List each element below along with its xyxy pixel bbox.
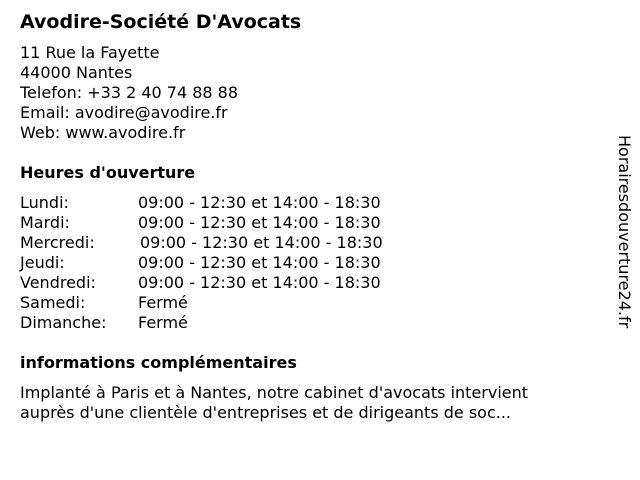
hours-row-monday: [20, 193, 383, 213]
hours-row-wednesday: [20, 233, 383, 253]
hours-row-tuesday: [20, 213, 383, 233]
time-value: 09:00 - 12:30 et 14:00 - 18:30: [138, 193, 381, 212]
time-value: 09:00 - 12:30 et 14:00 - 18:30: [140, 233, 383, 252]
day-label: Jeudi:: [20, 253, 65, 272]
phone-line: Telefon: +33 2 40 74 88 88: [20, 83, 239, 102]
info-heading: informations complémentaires: [20, 353, 297, 372]
time-value: 09:00 - 12:30 et 14:00 - 18:30: [138, 213, 381, 232]
opening-hours-table: [20, 193, 383, 333]
web-line: Web: www.avodire.fr: [20, 123, 186, 142]
hours-heading: Heures d'ouverture: [20, 163, 196, 182]
time-value: 09:00 - 12:30 et 14:00 - 18:30: [138, 273, 381, 292]
source-watermark: Horairesdouverture24.fr: [615, 135, 634, 329]
day-label: Mercredi:: [20, 233, 95, 252]
info-text: Implanté à Paris et à Nantes, notre cabinet d'avocats intervient auprès d'une clientèle d'entreprises et de dirigeants de soc...: [20, 383, 529, 422]
hours-row-sunday: [20, 313, 383, 333]
address-city: 44000 Nantes: [20, 63, 133, 82]
time-value: 09:00 - 12:30 et 14:00 - 18:30: [138, 253, 381, 272]
contact-block: [20, 43, 238, 143]
hours-row-saturday: [20, 293, 383, 313]
time-value: Fermé: [138, 313, 188, 332]
hours-row-friday: [20, 273, 383, 293]
address-street: 11 Rue la Fayette: [20, 43, 160, 62]
day-label: Samedi:: [20, 293, 86, 312]
hours-row-thursday: [20, 253, 383, 273]
time-value: Fermé: [138, 293, 188, 312]
day-label: Mardi:: [20, 213, 70, 232]
day-label: Dimanche:: [20, 313, 107, 332]
company-name: Avodire-Société D'Avocats: [20, 11, 302, 33]
email-line: Email: avodire@avodire.fr: [20, 103, 228, 122]
day-label: Lundi:: [20, 193, 69, 212]
day-label: Vendredi:: [20, 273, 96, 292]
